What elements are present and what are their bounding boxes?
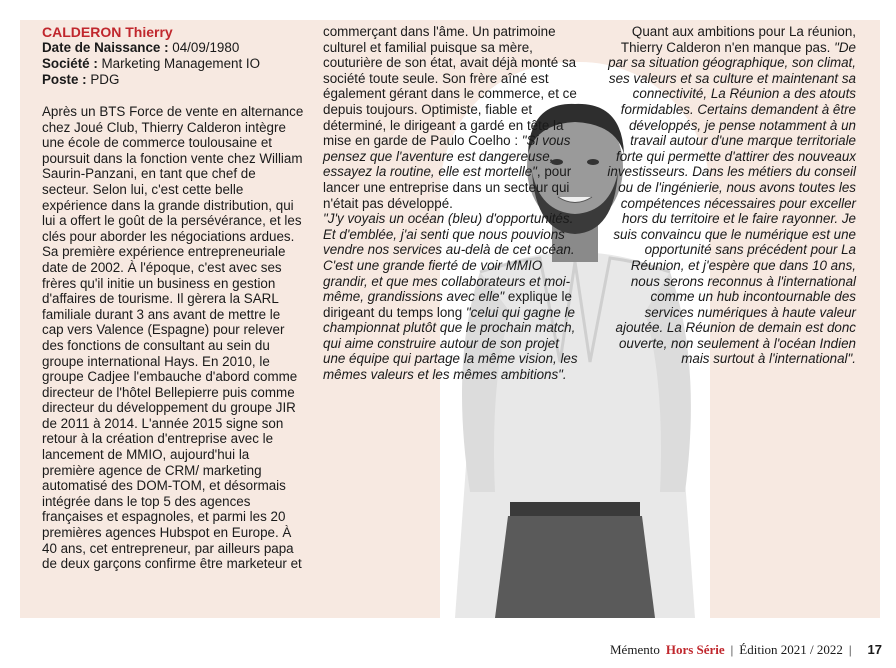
birth-date-label: Date de Naissance :: [42, 40, 169, 55]
col2-quote-b: "J'y voyais un océan (bleu) d'opportunités. Et d'emblée, j'ai senti que nous pouvions vendre nos services au-delà de cet océan. C'est une grande fierté de voir MMIO grandir, et que mes collaborateurs et moi-même, grandissions avec elle": [323, 211, 575, 305]
col2-text-a: commerçant dans l'âme. Un patrimoine culturel et familial puisque sa mère, couturière de son état, avait déjà monté sa société toute seule. Son frère aîné est également gérant dans le commerce, et ce depuis toujours. Optimiste, fiable et déterminé, le dirigeant a gardé en tête la mise en garde de Paulo Coelho :: [323, 24, 577, 149]
article-column-1: [42, 24, 304, 572]
col3-text: Quant aux ambitions pour La réunion, Thierry Calderon n'en manque pas.: [620, 24, 856, 55]
person-name: CALDERON Thierry: [42, 24, 173, 40]
company-label: Société :: [42, 56, 98, 71]
company-value: Marketing Management IO: [97, 56, 261, 71]
col2-quote-a: "Si vous pensez que l'aventure est dangereuse, essayez la routine, elle est mortelle": [323, 133, 571, 180]
publication-name: Mémento: [610, 642, 660, 657]
footer-separator-2: |: [848, 642, 852, 657]
birth-date-field: [42, 40, 304, 56]
page-footer: [610, 642, 882, 658]
col2-quote-c: "celui qui gagne le championnat plutôt que le prochain match, qui aime construire autour de son projet une équipe qui partage la même vision, les mêmes valeurs et les mêmes ambitions".: [323, 304, 578, 383]
article-text-col1: Après un BTS Force de vente en alternance chez Joué Club, Thierry Calderon intègre une école de commerce toulousaine et poursuit dans la fonction vente chez William Saurin-Panzani, en tant que chef de secteur. Selon lui, c'est cette belle expérience dans la grande distribution, qui lui a offert le goût de la persévérance, et les clés pour aborder les négociations ardues. Sa première expérience entrepreneuriale date de 2002. À l'époque, c'est avec ses frères qu'il initie un business en gestion d'affaires de tourisme. Il gèrera la SARL familiale durant 3 ans avant de mettre le cap vers Valence (Espagne) pour relever des fonctions de consultant au sein du groupe international Hays. En 2010, le groupe Cadjee l'embauche d'abord comme directeur de l'hôtel Bellepierre puis comme directeur du développement du groupe JIR de 2011 à 2014. L'année 2015 signe son retour à la création d'entreprise avec le lancement de MMIO, aujourd'hui la première agence de CRM/ marketing automatisé des DOM-TOM, et désormais intégrée dans le top 5 des agences françaises et espagnoles, et parmi les 20 premières agences Hubspot en Europe. À 40 ans, cet entrepreneur, par ailleurs papa de deux garçons confirme être marketeur et: [42, 104, 304, 572]
article-text-col2: [323, 24, 581, 383]
footer-separator-1: |: [730, 642, 734, 657]
birth-date-value: 04/09/1980: [168, 40, 240, 55]
col2-text-c: explique le dirigeant du temps long: [323, 289, 572, 320]
hors-serie-label: Hors Série: [665, 642, 725, 657]
role-value: PDG: [86, 72, 120, 87]
article-column-3: [606, 24, 856, 367]
edition-label: Édition 2021 / 2022: [739, 642, 843, 657]
company-field: [42, 56, 304, 72]
role-field: [42, 72, 304, 88]
role-label: Poste :: [42, 72, 87, 87]
col3-quote: "De par sa situation géographique, son climat, ses valeurs et sa culture et maintenant sa connectivité, La Réunion a des atouts formidables. Certains demandent à être développés, je pense notamment à un travail autour d'une marque territoriale forte qui permette d'attirer des nouveaux investisseurs. Dans les métiers du conseil ou de l'ingénierie, nous avons toutes les compétences nécessaires pour exceller hors du territoire et le faire rayonner. Je suis convaincu que le numérique est une opportunité sans précédent pour La Réunion, et j'espère que dans 10 ans, nous serons reconnus à l'international comme un hub incontournable des services numériques à haute valeur ajoutée. La Réunion de demain est donc ouverte, non seulement à l'océan Indien mais surtout à l'international".: [607, 39, 856, 367]
col2-text-b: , pour lancer une entreprise dans un secteur qui n'était pas développé.: [323, 164, 572, 211]
page-number: 17: [867, 642, 882, 657]
article-text-col3: [606, 24, 856, 367]
article-column-2: [323, 24, 581, 383]
